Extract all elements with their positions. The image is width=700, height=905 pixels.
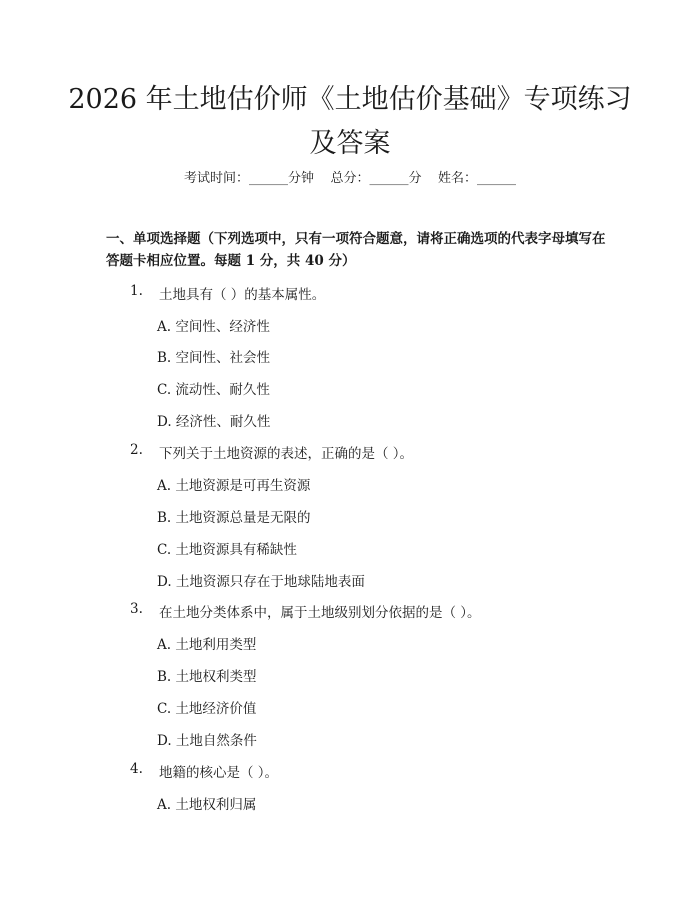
section-heading: 一、单项选择题（下列选项中，只有一项符合题意，请将正确选项的代表字母填写在答题卡相应位置。每题 1 分，共 40 分） bbox=[106, 231, 606, 269]
option-1a: A. 空间性、经济性 bbox=[157, 319, 270, 335]
exam-info: 考试时间：______分钟 总分：______分 姓名：______ bbox=[183, 171, 517, 186]
question-text: 地籍的核心是（ ）。 bbox=[159, 765, 279, 781]
question-text: 在土地分类体系中，属于土地级别划分依据的是（ ）。 bbox=[159, 605, 481, 621]
question-number: 1. bbox=[130, 283, 143, 299]
question-text: 土地具有（ ）的基本属性。 bbox=[159, 287, 326, 303]
option-2d: D. 土地资源只存在于地球陆地表面 bbox=[157, 574, 365, 590]
option-1b: B. 空间性、社会性 bbox=[157, 350, 271, 366]
question-number: 2. bbox=[130, 442, 143, 458]
option-2c: C. 土地资源具有稀缺性 bbox=[157, 542, 297, 558]
question-number: 4. bbox=[130, 761, 143, 777]
option-3a: A. 土地利用类型 bbox=[157, 637, 257, 653]
option-3d: D. 土地自然条件 bbox=[157, 733, 257, 749]
question-text: 下列关于土地资源的表述，正确的是（ ）。 bbox=[159, 446, 414, 462]
page-title: 2026 年土地估价师《土地估价基础》专项练习及答案 bbox=[68, 84, 632, 159]
option-2a: A. 土地资源是可再生资源 bbox=[157, 478, 311, 494]
question-number: 3. bbox=[130, 601, 143, 617]
option-4a: A. 土地权利归属 bbox=[157, 797, 257, 813]
option-2b: B. 土地资源总量是无限的 bbox=[157, 510, 311, 526]
option-3b: B. 土地权利类型 bbox=[157, 669, 257, 685]
option-1c: C. 流动性、耐久性 bbox=[157, 382, 270, 398]
option-3c: C. 土地经济价值 bbox=[157, 701, 257, 717]
option-1d: D. 经济性、耐久性 bbox=[157, 414, 271, 430]
